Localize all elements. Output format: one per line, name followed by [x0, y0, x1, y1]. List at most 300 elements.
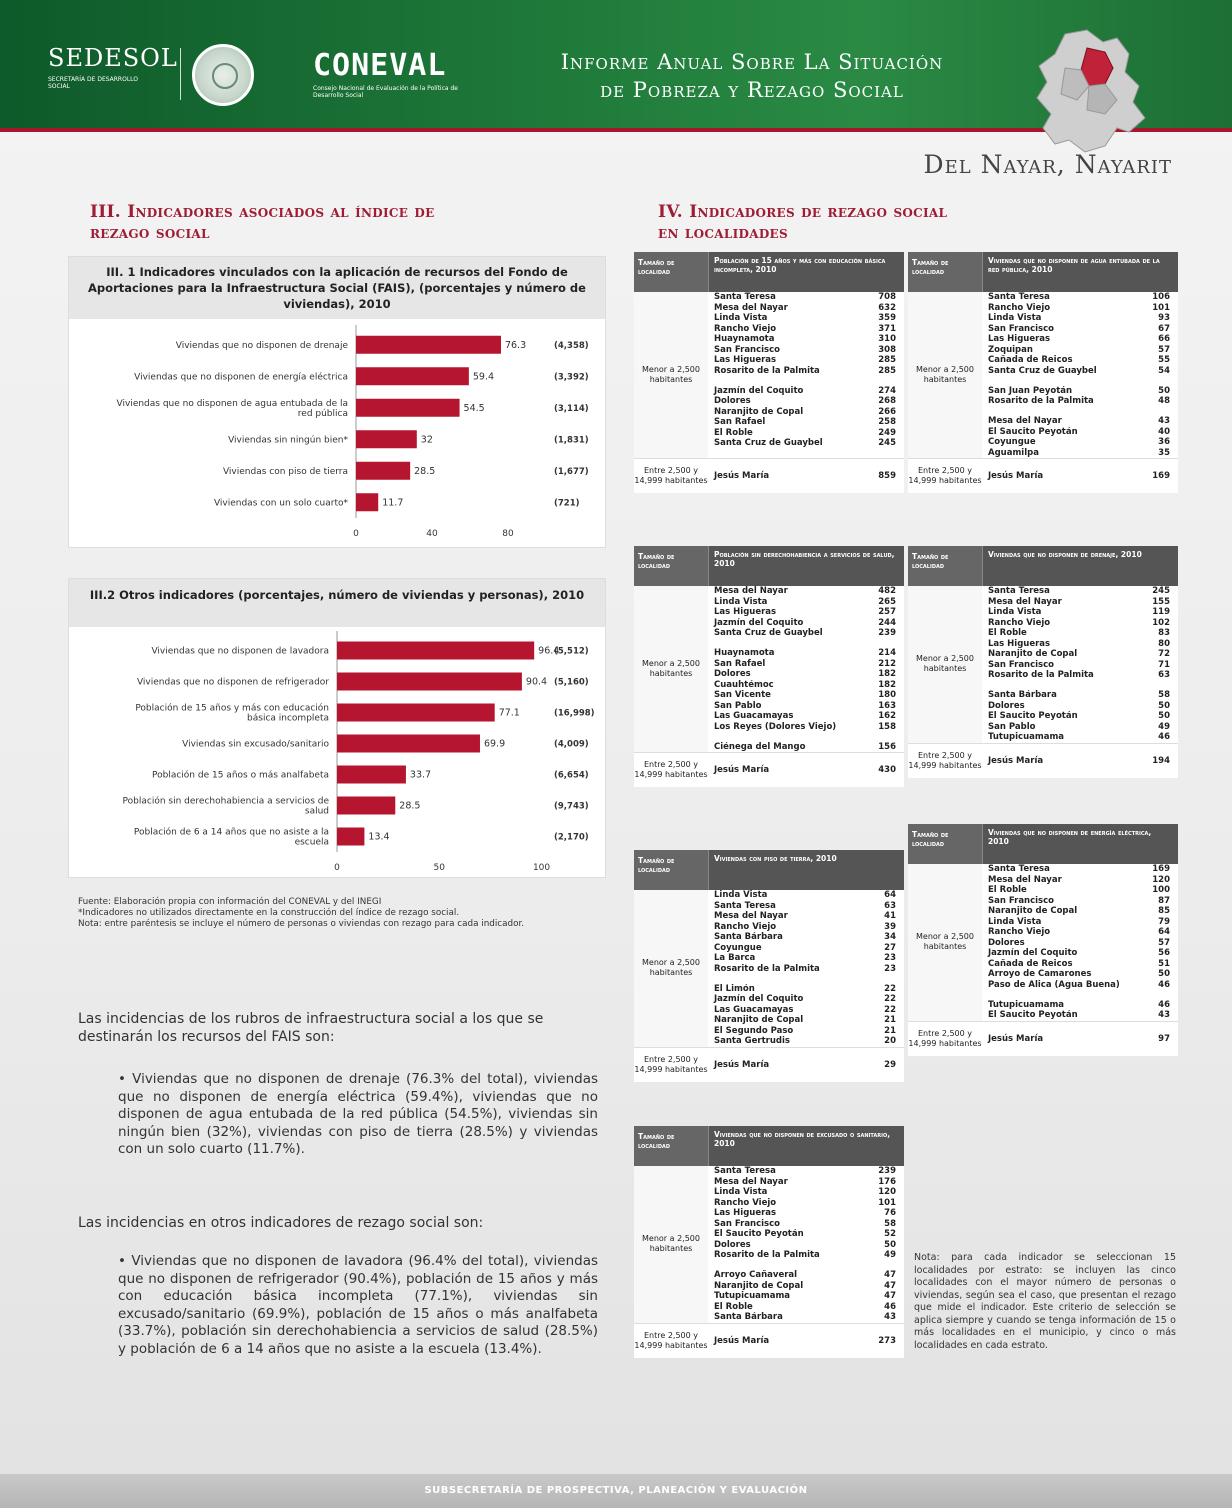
locality-value: 80 [1158, 638, 1170, 649]
locality-value: 156 [878, 741, 896, 752]
locality-value: 182 [878, 669, 896, 679]
table-row [982, 607, 1178, 618]
locality-name: Huaynamota [714, 334, 775, 344]
table-row [982, 386, 1178, 397]
category-label: escuela [294, 837, 329, 848]
locality-value: 40 [1158, 426, 1170, 437]
table-row [708, 984, 904, 995]
count-label: (4,358) [554, 340, 589, 351]
category-label: Viviendas que no disponen de drenaje [175, 340, 348, 351]
locality-value: 265 [878, 596, 896, 607]
table-title: Viviendas que no disponen de drenaje, 2010 [982, 546, 1178, 586]
table-row [708, 922, 904, 933]
category-label: Población de 6 a 14 años que no asiste a la [133, 827, 329, 838]
table-header [634, 850, 904, 890]
locality-value: 101 [878, 1197, 896, 1208]
locality-value: 285 [878, 355, 896, 365]
size-label: Entre 2,500 y 14,999 habitantes [634, 1324, 708, 1358]
locality-name: Cañada de Reicos [988, 958, 1073, 969]
table-header [908, 252, 1178, 292]
table-row [708, 1302, 904, 1313]
locality-value: 41 [884, 911, 896, 921]
size-label: Menor a 2,500 habitantes [634, 292, 708, 458]
locality-value: 249 [878, 427, 896, 438]
locality-value: 102 [1152, 617, 1170, 628]
table-row [708, 1036, 904, 1047]
count-label: (5,512) [554, 646, 589, 657]
locality-value: 245 [1152, 586, 1170, 596]
size-label: Entre 2,500 y 14,999 habitantes [908, 459, 982, 493]
locality-name: El Saucito Peyotán [988, 426, 1078, 437]
locality-name: Santa Bárbara [988, 690, 1057, 700]
locality-name: Santa Teresa [988, 292, 1050, 302]
table-row [982, 906, 1178, 917]
table-row [708, 396, 904, 407]
count-label: (721) [554, 498, 580, 509]
size-label: Entre 2,500 y 14,999 habitantes [634, 459, 708, 493]
section3-title-line1: III. Indicadores asociados al índice de [90, 202, 435, 222]
count-label: (16,998) [554, 708, 595, 719]
locality-name: Tutupicuamama [714, 1291, 791, 1301]
locality-value: 100 [1152, 885, 1170, 895]
table-title: Población de 15 años y más con educación básica incompleta, 2010 [708, 252, 904, 292]
locality-value: 268 [878, 396, 896, 406]
table-row [982, 701, 1178, 712]
table-footer-row [908, 1021, 1178, 1056]
locality-value: 257 [878, 607, 896, 617]
locality-value: 23 [884, 963, 896, 974]
asterisk-note: *Indicadores no utilizados directamente en la construcción del índice de rezago social. [78, 908, 460, 918]
locality-name: Dolores [988, 700, 1025, 711]
locality-name: Jazmín del Coquito [714, 385, 804, 396]
locality-value: 20 [884, 1036, 896, 1046]
locality-name: Zoquipan [988, 344, 1033, 355]
locality-name: Jesús María [714, 471, 770, 481]
locality-name: Linda Vista [714, 596, 768, 607]
locality-value: 258 [878, 417, 896, 427]
table-row [708, 334, 904, 345]
locality-name: Aguamilpa [988, 447, 1039, 458]
locality-name: San Pablo [714, 700, 762, 711]
locality-value: 22 [884, 983, 896, 994]
locality-name: Naranjito de Copal [988, 649, 1078, 659]
locality-value: 482 [878, 586, 896, 596]
bar [356, 367, 469, 385]
locality-value: 106 [1152, 292, 1170, 302]
chart1-plot [69, 319, 607, 547]
bar-value-label: 33.7 [409, 769, 432, 781]
locality-table [908, 546, 1178, 778]
table-row [708, 690, 904, 701]
footer-bar: SUBSECRETARÍA DE PROSPECTIVA, PLANEACIÓN Y EVALUACIÓN [0, 1474, 1232, 1508]
locality-value: 22 [884, 994, 896, 1004]
section4-title [658, 202, 1078, 244]
table-rows [982, 864, 1178, 1021]
table-rows [982, 586, 1178, 743]
locality-value: 43 [1158, 1010, 1170, 1020]
locality-name: El Roble [714, 1301, 753, 1312]
locality-value: 85 [1158, 906, 1170, 916]
locality-name: Santa Teresa [988, 864, 1050, 874]
table-row [708, 711, 904, 722]
table-title: Población sin derechohabiencia a servicios de salud, 2010 [708, 546, 904, 586]
locality-name: Linda Vista [714, 313, 768, 323]
table-row [708, 618, 904, 629]
locality-name: Linda Vista [714, 1187, 768, 1197]
locality-value: 43 [884, 1312, 896, 1322]
locality-value: 266 [878, 406, 896, 417]
locality-name: San Francisco [714, 344, 780, 355]
fais-intro: Las incidencias de los rubros de infraestructura social a los que se destinarán los recursos del FAIS son: [78, 1011, 544, 1045]
locality-name: La Barca [714, 953, 756, 963]
size-header: Tamaño de localidad [908, 252, 982, 292]
locality-value: 48 [1158, 396, 1170, 406]
table-body [908, 864, 1178, 1021]
table-row [708, 386, 904, 397]
table-row [708, 722, 904, 742]
chart-fais-indicators [68, 256, 606, 548]
coneval-logo [313, 48, 463, 99]
locality-name: Ciénega del Mango [714, 741, 806, 752]
municipality-name: Del Nayar, Nayarit [923, 150, 1172, 179]
locality-name: Paso de Alica (Agua Buena) [988, 979, 1120, 990]
locality-name: Cuauhtémoc [714, 679, 774, 690]
category-label: salud [304, 806, 329, 817]
x-tick-label: 0 [334, 863, 340, 873]
locality-name: Santa Bárbara [714, 1312, 783, 1322]
locality-name: Las Higueras [714, 607, 777, 617]
table-footer-row [634, 1047, 904, 1082]
table-rows [708, 890, 904, 1047]
locality-value: 859 [878, 471, 896, 481]
locality-name: Santa Cruz de Guaybel [714, 438, 823, 448]
table-title: Viviendas que no disponen de agua entubada de la red pública, 2010 [982, 252, 1178, 292]
category-label: Viviendas que no disponen de lavadora [151, 646, 329, 657]
locality-value: 21 [884, 1025, 896, 1036]
table-row [708, 753, 904, 787]
locality-value: 50 [884, 1239, 896, 1250]
size-label: Menor a 2,500 habitantes [634, 586, 708, 752]
table-row [982, 896, 1178, 907]
table-row [982, 396, 1178, 416]
bar [337, 642, 534, 660]
table-row [708, 1026, 904, 1037]
locality-name: Huaynamota [714, 648, 775, 658]
table-title: Viviendas con piso de tierra, 2010 [708, 850, 904, 890]
table-row [708, 628, 904, 648]
locality-name: San Juan Peyotán [988, 385, 1073, 396]
locality-value: 51 [1158, 958, 1170, 969]
size-header: Tamaño de localidad [634, 546, 708, 586]
locality-value: 49 [1158, 721, 1170, 732]
coneval-subtitle: Consejo Nacional de Evaluación de la Política de Desarrollo Social [313, 85, 458, 99]
locality-name: Mesa del Nayar [714, 302, 788, 313]
table-row [708, 911, 904, 922]
table-row [708, 292, 904, 303]
table-row [708, 648, 904, 659]
count-label: (1,831) [554, 435, 589, 446]
table-row [982, 670, 1178, 690]
locality-value: 158 [878, 721, 896, 732]
table-row [708, 438, 904, 458]
table-row [708, 366, 904, 386]
locality-name: Jesús María [714, 1335, 770, 1346]
locality-value: 54 [1158, 365, 1170, 376]
table-body [908, 586, 1178, 743]
locality-name: Las Higueras [988, 334, 1051, 344]
locality-name: Dolores [988, 937, 1025, 948]
locality-value: 46 [1158, 732, 1170, 742]
locality-name: El Roble [714, 427, 753, 438]
size-label: Entre 2,500 y 14,999 habitantes [634, 1048, 708, 1082]
table-body [634, 586, 904, 752]
size-label: Menor a 2,500 habitantes [634, 1166, 708, 1323]
locality-name: Rancho Viejo [988, 617, 1051, 628]
locality-value: 21 [884, 1015, 896, 1025]
locality-name: Las Guacamayas [714, 1004, 794, 1015]
national-seal-icon [192, 44, 254, 106]
locality-value: 58 [1158, 690, 1170, 700]
count-label: (6,654) [554, 770, 589, 781]
table-row [982, 1010, 1178, 1021]
state-map-icon [1025, 28, 1157, 158]
locality-value: 169 [1152, 471, 1170, 481]
size-label: Entre 2,500 y 14,999 habitantes [634, 753, 708, 787]
table-row [708, 303, 904, 314]
bar [356, 430, 417, 448]
locality-name: Santa Teresa [714, 1166, 776, 1176]
category-label: básica incompleta [247, 713, 329, 724]
locality-value: 310 [878, 334, 896, 344]
locality-value: 97 [1158, 1033, 1170, 1044]
table-row [708, 943, 904, 954]
table-row [982, 649, 1178, 660]
table-row [708, 459, 904, 493]
locality-value: 50 [1158, 711, 1170, 721]
locality-name: San Francisco [988, 323, 1054, 334]
locality-value: 56 [1158, 948, 1170, 958]
bar-value-label: 11.7 [382, 497, 404, 509]
locality-value: 34 [884, 932, 896, 942]
locality-name: Mesa del Nayar [988, 874, 1062, 885]
locality-value: 119 [1152, 607, 1170, 617]
locality-value: 76 [884, 1208, 896, 1218]
locality-name: Linda Vista [988, 607, 1042, 617]
locality-value: 47 [884, 1270, 896, 1280]
locality-name: Naranjito de Copal [988, 906, 1078, 916]
locality-name: San Vicente [714, 690, 771, 700]
table-row [708, 680, 904, 691]
table-row [708, 1177, 904, 1188]
table-row [708, 1281, 904, 1292]
locality-name: San Francisco [988, 659, 1054, 670]
size-header: Tamaño de localidad [908, 546, 982, 586]
table-rows [708, 586, 904, 752]
table-row [708, 1166, 904, 1177]
size-label: Menor a 2,500 habitantes [908, 586, 982, 743]
bar-value-label: 59.4 [472, 371, 495, 383]
table-row [982, 917, 1178, 928]
locality-name: Santa Gertrudis [714, 1036, 790, 1046]
chart1-title: III. 1 Indicadores vinculados con la aplicación de recursos del Fondo de Aportaciones para la Infraestructura Social (FAIS), (porcentajes y número de viviendas), 2010 [69, 257, 605, 319]
locality-value: 708 [878, 292, 896, 302]
table-rows [708, 1166, 904, 1323]
x-tick-label: 80 [502, 529, 514, 539]
locality-name: San Pablo [988, 721, 1036, 732]
locality-value: 155 [1152, 596, 1170, 607]
chart2-title: III.2 Otros indicadores (porcentajes, número de viviendas y personas), 2010 [69, 579, 605, 627]
locality-name: Santa Teresa [988, 586, 1050, 596]
locality-name: El Saucito Peyotán [988, 1010, 1078, 1020]
locality-value: 162 [878, 711, 896, 721]
table-row [982, 969, 1178, 980]
table-row [982, 324, 1178, 335]
bar [337, 704, 495, 722]
table-row [708, 932, 904, 943]
bar-value-label: 28.5 [399, 800, 421, 812]
table-row [708, 1048, 904, 1082]
table-row [708, 1208, 904, 1219]
table-row [982, 744, 1178, 778]
table-row [708, 407, 904, 418]
locality-name: Jesús María [714, 765, 770, 775]
table-row [982, 980, 1178, 1000]
locality-value: 50 [1158, 700, 1170, 711]
locality-value: 101 [1152, 302, 1170, 313]
section3-title [90, 202, 560, 244]
locality-name: Naranjito de Copal [714, 406, 804, 417]
table-row [982, 959, 1178, 970]
locality-name: El Limón [714, 983, 755, 994]
chart-notes [78, 897, 598, 930]
table-body [634, 292, 904, 458]
table-rows [708, 292, 904, 458]
locality-name: Mesa del Nayar [714, 911, 788, 921]
locality-value: 47 [884, 1291, 896, 1301]
locality-value: 214 [878, 648, 896, 658]
count-label: (1,677) [554, 466, 589, 477]
category-label: Viviendas sin ningún bien* [228, 435, 348, 446]
locality-name: Arroyo Cañaveral [714, 1270, 798, 1280]
locality-value: 46 [1158, 999, 1170, 1010]
table-row [708, 1005, 904, 1016]
locality-value: 57 [1158, 937, 1170, 948]
locality-name: Cañada de Reicos [988, 355, 1073, 365]
locality-name: Rancho Viejo [714, 921, 777, 932]
category-label: Viviendas que no disponen de agua entubada de la [116, 398, 348, 409]
locality-value: 163 [878, 700, 896, 711]
section3-title-line2: rezago social [90, 223, 210, 243]
locality-table [634, 850, 904, 1082]
table-row [708, 1229, 904, 1240]
table-title: Viviendas que no disponen de excusado o sanitario, 2010 [708, 1126, 904, 1166]
table-row [982, 334, 1178, 345]
category-label: Población de 15 años o más analfabeta [152, 770, 329, 781]
locality-name: Jazmín del Coquito [714, 994, 804, 1004]
locality-name: El Saucito Peyotán [714, 1229, 804, 1239]
size-header: Tamaño de localidad [634, 252, 708, 292]
category-label: Viviendas con un solo cuarto* [213, 498, 348, 509]
locality-name: Rancho Viejo [988, 927, 1051, 937]
table-row [982, 1000, 1178, 1011]
section4-title-line2: en localidades [658, 223, 788, 243]
bar-value-label: 77.1 [498, 707, 520, 719]
locality-name: Rancho Viejo [714, 323, 777, 334]
locality-name: Mesa del Nayar [988, 596, 1062, 607]
locality-value: 308 [878, 344, 896, 355]
locality-name: Santa Teresa [714, 292, 776, 302]
parenthesis-note: Nota: entre paréntesis se incluye el número de personas o viviendas con rezago para cada indicador. [78, 919, 525, 929]
bar [337, 673, 522, 691]
locality-name: Las Guacamayas [714, 711, 794, 721]
locality-value: 63 [1158, 670, 1170, 680]
locality-value: 64 [884, 890, 896, 900]
table-row [708, 890, 904, 901]
table-row [982, 448, 1178, 459]
table-row [708, 1270, 904, 1281]
locality-name: San Francisco [714, 1218, 780, 1229]
count-label: (4,009) [554, 739, 589, 750]
count-label: (3,114) [554, 403, 589, 414]
locality-value: 23 [884, 953, 896, 963]
locality-value: 273 [878, 1335, 896, 1346]
locality-name: El Segundo Paso [714, 1025, 794, 1036]
locality-value: 64 [1158, 927, 1170, 937]
bar-value-label: 69.9 [483, 738, 506, 750]
locality-value: 50 [1158, 969, 1170, 979]
locality-value: 57 [1158, 344, 1170, 355]
fais-bullet: • Viviendas que no disponen de drenaje (76.3% del total), viviendas que no disponen de energía eléctrica (59.4%), viviendas que no disponen de agua entubada de la red pública (54.5%), viviendas sin ningún bien (32%), viviendas con piso de tierra (28.5%) y viviendas con un solo cuarto (11.7%). [118, 1071, 598, 1157]
locality-name: Mesa del Nayar [714, 586, 788, 596]
locality-name: El Saucito Peyotán [988, 711, 1078, 721]
table-row [708, 742, 904, 753]
locality-name: Rosarito de la Palmita [714, 963, 820, 974]
table-row [982, 313, 1178, 324]
locality-name: Naranjito de Copal [714, 1280, 804, 1291]
table-row [708, 701, 904, 712]
category-label: Población de 15 años y más con educación [135, 703, 329, 714]
table-row [708, 1187, 904, 1198]
x-tick-label: 100 [532, 863, 551, 873]
table-row [708, 417, 904, 428]
locality-name: Santa Cruz de Guaybel [988, 365, 1097, 376]
locality-value: 71 [1158, 659, 1170, 670]
category-label: Viviendas sin excusado/sanitario [182, 739, 329, 750]
source-note: Fuente: Elaboración propia con información del CONEVAL y del INEGI [78, 897, 382, 907]
locality-value: 371 [878, 323, 896, 334]
table-row [982, 345, 1178, 356]
locality-name: San Rafael [714, 417, 766, 427]
locality-value: 239 [878, 1166, 896, 1176]
bar [337, 735, 480, 753]
locality-name: Las Higueras [714, 355, 777, 365]
table-row [982, 618, 1178, 629]
bar [356, 399, 460, 417]
table-row [982, 732, 1178, 743]
locality-value: 43 [1158, 416, 1170, 426]
table-row [708, 901, 904, 912]
locality-value: 632 [878, 302, 896, 313]
bar-value-label: 13.4 [368, 831, 390, 843]
locality-name: Dolores [714, 669, 751, 679]
table-row [982, 427, 1178, 438]
locality-name: Santa Cruz de Guaybel [714, 628, 823, 638]
report-title-line2: de Pobreza y Rezago Social [600, 78, 904, 102]
locality-value: 39 [884, 921, 896, 932]
table-row [708, 669, 904, 680]
table-row [708, 597, 904, 608]
size-header: Tamaño de localidad [634, 1126, 708, 1166]
